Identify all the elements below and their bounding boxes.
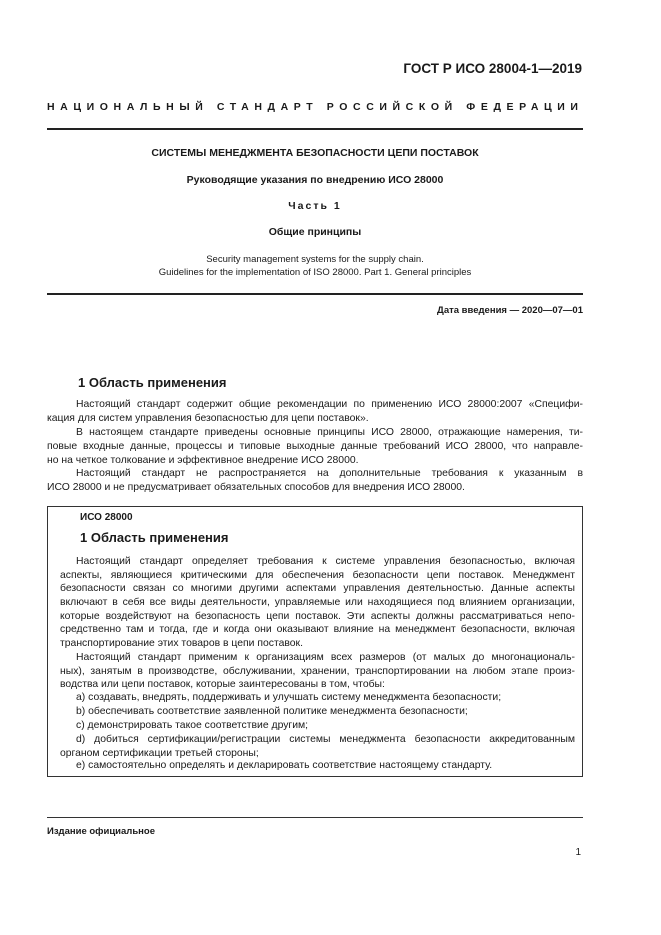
scope-paragraph-2: [47, 426, 583, 467]
document-number: ГОСТ Р ИСО 28004-1—2019: [403, 61, 582, 76]
paragraph-line: Настоящий стандарт определяет требования к системе управления безопасностью, включая: [76, 556, 575, 567]
page-number: 1: [575, 847, 581, 858]
paragraph-line: В настоящем стандарте приведены основные принципы ИСО 28000, отражающие намерения, ти-: [76, 427, 583, 438]
paragraph-line: Настоящий стандарт не распространяется на дополнительные требования к указанным в: [76, 468, 583, 479]
paragraph-line: ных), занятым в производстве, обслуживании, хранении, транспортировании на любом этапе произ-: [60, 665, 575, 677]
introduction-date: Дата введения — 2020—07—01: [437, 305, 583, 316]
paragraph-line: включают в себя все виды деятельности, управляемые или находящиеся под влиянием организации,: [60, 597, 575, 609]
list-item-a: а) создавать, внедрять, поддерживать и улучшать систему менеджмента безопасности;: [76, 692, 502, 703]
paragraph-line: ИСО 28000 и не предусматривает обязательных способов для внедрения ИСО 28000.: [47, 481, 465, 493]
quote-source-label: ИСО 28000: [80, 512, 133, 523]
part-title: Общие принципы: [268, 226, 362, 238]
paragraph-line: безопасности связан со многими другими аспектами управления деятельностью. Данные аспекты: [60, 583, 575, 595]
paragraph-line: водства или цепи поставок, которые заинтересованы в том, чтобы:: [60, 679, 385, 691]
scope-paragraph-3: [47, 467, 583, 495]
paragraph-line: аспекты, являющиеся критическими для обеспечения безопасности цепи поставок. Менеджмент: [60, 569, 575, 581]
quote-section-heading: 1 Область применения: [80, 530, 229, 545]
paragraph-line: кация для систем управления безопасностью для цепи поставок».: [47, 412, 369, 424]
standard-subtitle: Руководящие указания по внедрению ИСО 28000: [186, 174, 444, 186]
list-item-e: е) самостоятельно определять и декларировать соответствие настоящему стандарту.: [76, 760, 493, 771]
quote-paragraph-2: [60, 651, 575, 692]
paragraph-line: повые входные данные, процессы и типовые выходные данные требований ИСО 28000, что направле-: [47, 440, 583, 452]
quote-paragraph-1: [60, 555, 575, 651]
scope-paragraph-1: [47, 398, 583, 426]
title-rule: [47, 293, 583, 295]
paragraph-line: Настоящий стандарт содержит общие рекомендации по применению ИСО 28000:2007 «Специфи-: [76, 399, 583, 410]
english-title-line-1: Security management systems for the supply chain.: [206, 254, 424, 265]
list-item-c: с) демонстрировать такое соответствие другим;: [76, 720, 309, 731]
paragraph-line: но на четкое толкование и эффективное внедрение ИСО 28000.: [47, 454, 359, 466]
paragraph-line: органом сертификации третьей стороны;: [60, 747, 259, 759]
paragraph-line: d) добиться сертификации/регистрации системы менеджмента безопасности аккредитованным: [76, 734, 575, 745]
paragraph-line: средственно там и тогда, где и когда они оказывают влияние на менеджмент безопасности, включая: [60, 624, 575, 636]
national-standard-banner: НАЦИОНАЛЬНЫЙ СТАНДАРТ РОССИЙСКОЙ ФЕДЕРАЦИИ: [47, 101, 584, 113]
header-rule: [47, 128, 583, 130]
footer-rule: [47, 817, 583, 818]
part-label: Часть 1: [288, 200, 342, 212]
standard-title: СИСТЕМЫ МЕНЕДЖМЕНТА БЕЗОПАСНОСТИ ЦЕПИ ПОСТАВОК: [151, 147, 479, 159]
list-item-b: b) обеспечивать соответствие заявленной политике менеджмента безопасности;: [76, 706, 468, 717]
section-heading: 1 Область применения: [78, 375, 227, 390]
english-title-line-2: Guidelines for the implementation of ISO 28000. Part 1. General principles: [158, 267, 472, 278]
paragraph-line: транспортирование этих товаров в цепи поставок.: [60, 638, 303, 650]
list-item-d: [60, 733, 575, 760]
edition-label: Издание официальное: [47, 826, 155, 837]
paragraph-line: Настоящий стандарт применим к организациям всех размеров (от малых до многонациональ-: [76, 652, 575, 663]
paragraph-line: которые воздействуют на безопасность цепи поставок. Эти аспекты должны рассматриваться непо-: [60, 610, 575, 622]
